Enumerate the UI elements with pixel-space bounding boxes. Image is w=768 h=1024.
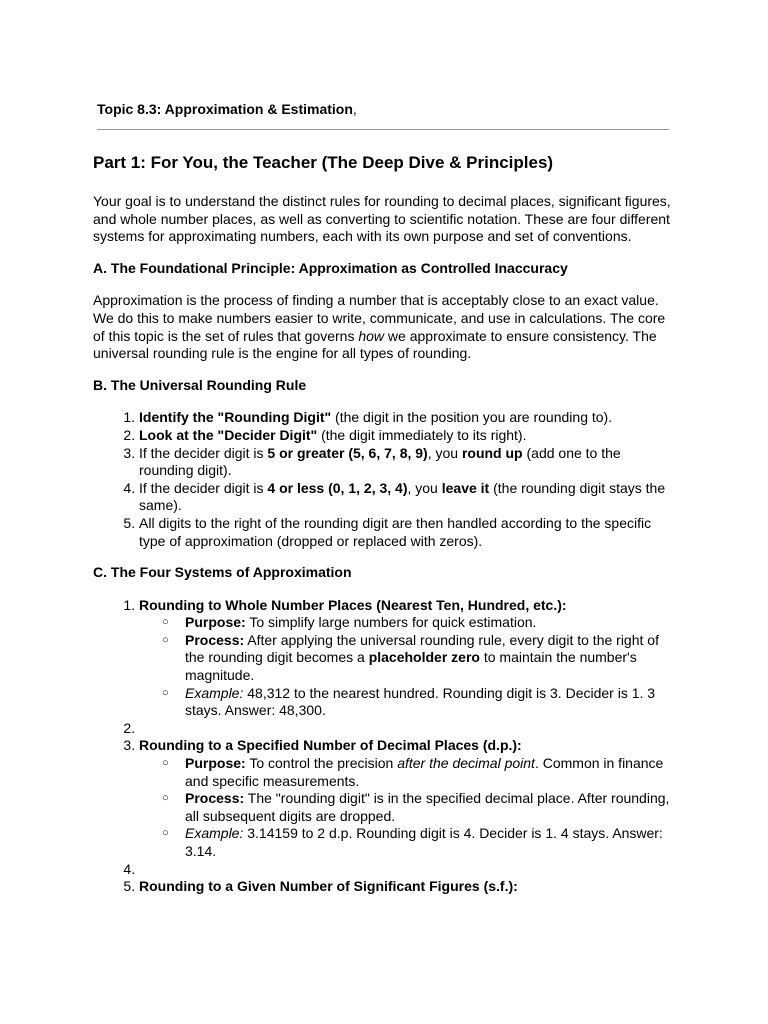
rule-step-3-c: , you bbox=[427, 444, 462, 461]
process-text-2: to maintain the number's magnitude. bbox=[185, 649, 637, 684]
example-label: Example: bbox=[185, 684, 244, 701]
detail-process bbox=[162, 631, 678, 685]
purpose-label: Purpose: bbox=[185, 614, 246, 631]
purpose-text-1: To control the precision bbox=[245, 755, 398, 772]
purpose-label: Purpose: bbox=[185, 755, 246, 772]
rule-step-4-b2: leave it bbox=[441, 479, 490, 496]
section-a-heading: A. The Foundational Principle: Approximation as Controlled Inaccuracy bbox=[93, 259, 568, 276]
section-a-text-2: we approximate to ensure consistency. The universal rounding rule is the engine for all types of rounding. bbox=[93, 327, 657, 362]
section-c-heading: C. The Four Systems of Approximation bbox=[93, 564, 352, 581]
rule-step-4-c: , you bbox=[407, 479, 442, 496]
rule-step-1-bold: Identify the "Rounding Digit" bbox=[139, 409, 332, 426]
process-text-1: After applying the universal rounding rule, every digit to the right of the rounding digit becomes a bbox=[185, 631, 659, 666]
section-a-paragraph bbox=[93, 292, 678, 362]
empty-list-item bbox=[139, 861, 678, 879]
rule-step-2 bbox=[139, 427, 678, 445]
rule-step-2-text: (the digit immediately to its right). bbox=[317, 426, 527, 443]
purpose-emphasis: after the decimal point bbox=[397, 755, 535, 772]
section-a-emphasis: how bbox=[358, 327, 385, 344]
process-label: Process: bbox=[185, 631, 245, 648]
rule-step-2-bold: Look at the "Decider Digit" bbox=[139, 426, 318, 443]
system-significant-figures bbox=[139, 878, 678, 896]
part1-heading: Part 1: For You, the Teacher (The Deep Dive & Principles) bbox=[93, 153, 554, 172]
system-decimal-places bbox=[139, 737, 678, 860]
purpose-text: To simplify large numbers for quick estimation. bbox=[245, 614, 537, 631]
section-b-heading: B. The Universal Rounding Rule bbox=[93, 376, 307, 393]
detail-example bbox=[162, 684, 678, 720]
rounding-rule-list bbox=[93, 409, 678, 550]
process-bold: placeholder zero bbox=[368, 649, 480, 666]
system-decimal-places-details bbox=[139, 755, 678, 861]
rule-step-4 bbox=[139, 480, 678, 515]
system-whole-number-title: Rounding to Whole Number Places (Nearest Ten, Hundred, etc.): bbox=[139, 596, 567, 613]
process-label: Process: bbox=[185, 790, 245, 807]
rule-step-3-d: (add one to the rounding digit). bbox=[139, 444, 621, 479]
detail-process bbox=[162, 790, 678, 825]
header-comma: , bbox=[352, 101, 357, 117]
document-body bbox=[93, 152, 678, 910]
example-text: 48,312 to the nearest hundred. Rounding digit is 3. Decider is 1. 3 stays. Answer: 48,300. bbox=[185, 684, 656, 719]
bullet-icon: ○ bbox=[162, 616, 169, 629]
bullet-icon: ○ bbox=[162, 792, 169, 805]
rule-step-4-d: (the rounding digit stays the same). bbox=[139, 479, 666, 514]
rule-step-3-b1: 5 or greater (5, 6, 7, 8, 9) bbox=[267, 444, 428, 461]
approximation-systems-list bbox=[93, 597, 678, 896]
empty-list-item bbox=[139, 720, 678, 738]
rule-step-3-b2: round up bbox=[461, 444, 523, 461]
system-decimal-places-title: Rounding to a Specified Number of Decimal Places (d.p.): bbox=[139, 737, 522, 754]
rule-step-1 bbox=[139, 409, 678, 427]
example-text: 3.14159 to 2 d.p. Rounding digit is 4. Decider is 1. 4 stays. Answer: 3.14. bbox=[185, 825, 663, 859]
system-significant-figures-title: Rounding to a Given Number of Significant Figures (s.f.): bbox=[139, 878, 518, 895]
system-whole-number bbox=[139, 597, 678, 720]
header-title: Topic 8.3: Approximation & Estimation bbox=[97, 101, 353, 117]
rule-step-3-a: If the decider digit is bbox=[139, 444, 268, 461]
detail-example bbox=[162, 825, 678, 860]
bullet-icon: ○ bbox=[162, 757, 169, 770]
example-label: Example: bbox=[185, 825, 244, 842]
section-a-text-1: Approximation is the process of finding a number that is acceptably close to an exact value. We do this to make numbers easier to write, communicate, and use in calculations. The core of this topic is the set of rules that governs bbox=[93, 292, 666, 344]
rule-step-4-a: If the decider digit is bbox=[139, 479, 268, 496]
rule-step-1-text: (the digit in the position you are rounding to). bbox=[331, 409, 613, 426]
detail-purpose bbox=[162, 755, 678, 790]
bullet-icon: ○ bbox=[162, 686, 169, 699]
document-header bbox=[97, 100, 357, 118]
bullet-icon: ○ bbox=[162, 633, 169, 646]
rule-step-3 bbox=[139, 445, 678, 480]
detail-purpose bbox=[162, 614, 678, 632]
process-text: The "rounding digit" is in the specified decimal place. After rounding, all subsequent digits are dropped. bbox=[185, 790, 670, 824]
bullet-icon: ○ bbox=[162, 827, 169, 840]
system-whole-number-details bbox=[139, 614, 678, 720]
intro-paragraph: Your goal is to understand the distinct rules for rounding to decimal places, significant figures, and whole number places, as well as converting to scientific notation. These are four different systems for approximating numbers, each with its own purpose and set of conventions. bbox=[93, 193, 671, 245]
purpose-text-2: . Common in finance and specific measurements. bbox=[185, 755, 664, 789]
header-divider bbox=[97, 129, 669, 130]
rule-step-5: 5. All digits to the right of the rounding digit are then handled according to the specific type of approximation (dropped or replaced with zeros). bbox=[139, 515, 678, 550]
rule-step-4-b1: 4 or less (0, 1, 2, 3, 4) bbox=[267, 479, 408, 496]
